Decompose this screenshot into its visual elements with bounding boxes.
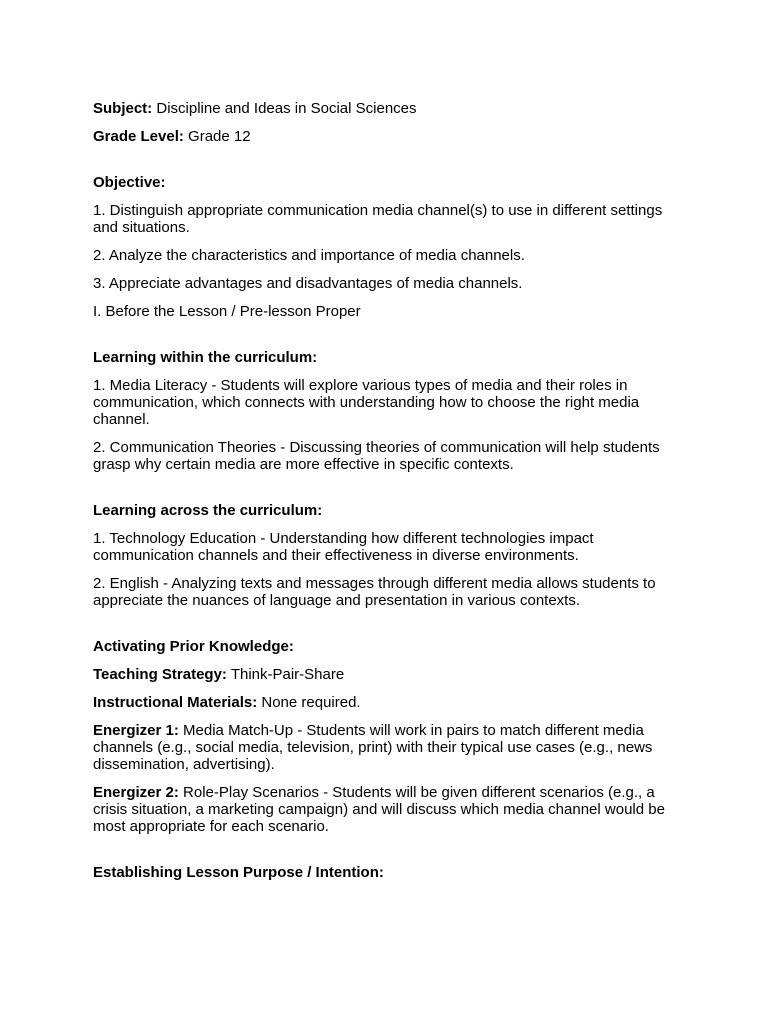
pre-lesson-heading: I. Before the Lesson / Pre-lesson Proper (93, 303, 361, 320)
prior-knowledge-heading: Activating Prior Knowledge: (93, 638, 294, 655)
objective-heading: Objective: (93, 174, 166, 191)
objective-item-3: 3. Appreciate advantages and disadvantages of media channels. (93, 275, 523, 292)
energizer-1-label: Energizer 1: (93, 722, 179, 739)
grade-level-line (93, 128, 683, 145)
energizer-2-label: Energizer 2: (93, 784, 179, 801)
across-curriculum-heading: Learning across the curriculum: (93, 502, 323, 519)
across-curriculum-item-2: 2. English - Analyzing texts and messages through different media allows students to appreciate the nuances of language and presentation in various contexts. (93, 575, 656, 609)
teaching-strategy-label: Teaching Strategy: (93, 666, 227, 683)
energizer-2-value: Role-Play Scenarios - Students will be given different scenarios (e.g., a crisis situation, a marketing campaign) and will discuss which media channel would be most appropriate for each scenario. (93, 784, 665, 835)
energizer-1-line (93, 722, 683, 773)
subject-label: Subject: (93, 100, 153, 117)
across-curriculum-item-1: 1. Technology Education - Understanding how different technologies impact communication channels and their effectiveness in diverse environments. (93, 530, 594, 564)
teaching-strategy-line (93, 666, 683, 683)
subject-value: Discipline and Ideas in Social Sciences (156, 100, 417, 117)
within-curriculum-heading: Learning within the curriculum: (93, 349, 318, 366)
subject-line (93, 100, 683, 117)
within-curriculum-item-2: 2. Communication Theories - Discussing theories of communication will help students grasp why certain media are more effective in specific contexts. (93, 439, 660, 473)
within-curriculum-item-1: 1. Media Literacy - Students will explore various types of media and their roles in communication, which connects with understanding how to choose the right media channel. (93, 377, 640, 428)
objective-item-2: 2. Analyze the characteristics and importance of media channels. (93, 247, 525, 264)
instructional-materials-value: None required. (261, 694, 361, 711)
grade-level-value: Grade 12 (188, 128, 251, 145)
lesson-plan-page (93, 100, 683, 881)
instructional-materials-line (93, 694, 683, 711)
grade-level-label: Grade Level: (93, 128, 184, 145)
energizer-1-value: Media Match-Up - Students will work in pairs to match different media channels (e.g., social media, television, print) with their typical use cases (e.g., news dissemination, advertising). (93, 722, 653, 773)
objective-item-1: 1. Distinguish appropriate communication media channel(s) to use in different settings and situations. (93, 202, 663, 236)
teaching-strategy-value: Think-Pair-Share (230, 666, 345, 683)
instructional-materials-label: Instructional Materials: (93, 694, 258, 711)
energizer-2-line (93, 784, 683, 835)
lesson-purpose-heading: Establishing Lesson Purpose / Intention: (93, 864, 384, 881)
